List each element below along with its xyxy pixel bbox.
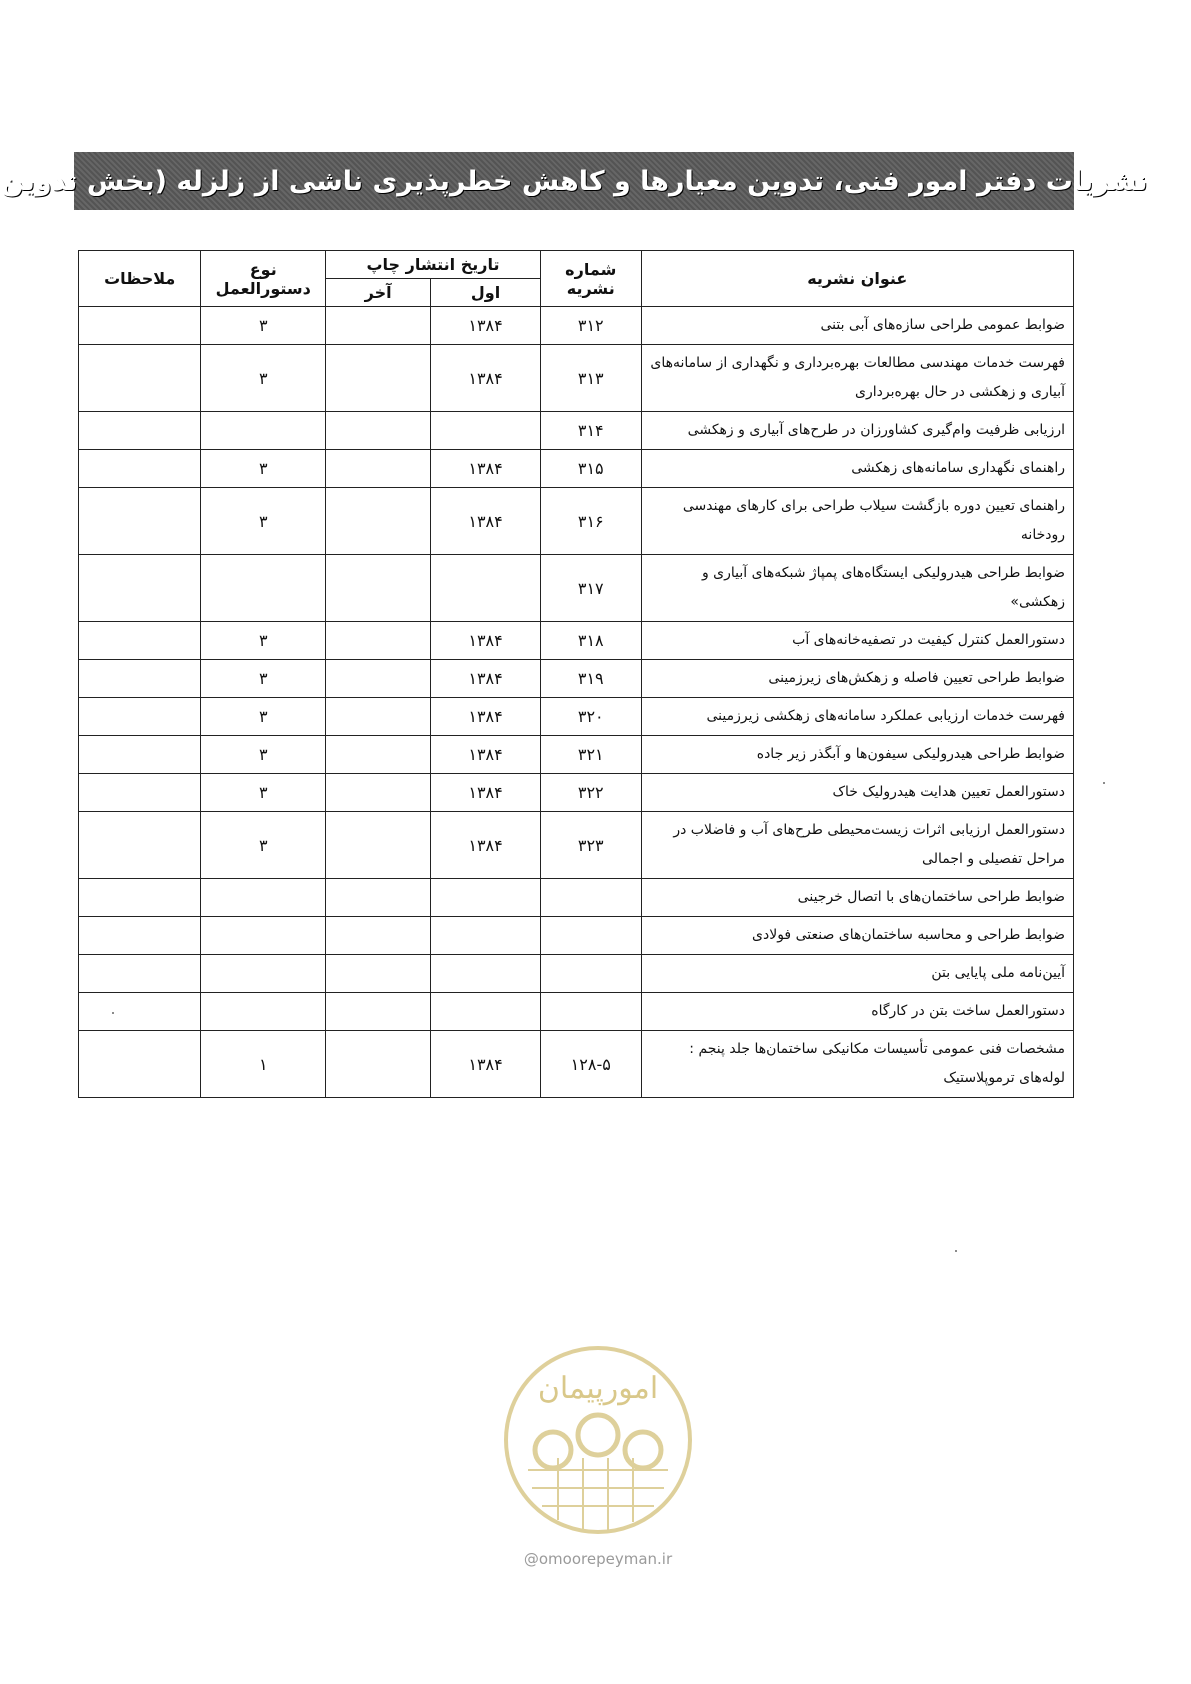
cell-notes: [79, 450, 201, 488]
cell-first-print: ۱۳۸۴: [431, 450, 541, 488]
cell-last-print: [326, 917, 431, 955]
cell-last-print: [326, 774, 431, 812]
header-date-group: تاریخ انتشار چاپ: [326, 251, 541, 279]
cell-type: [201, 917, 326, 955]
cell-type: [201, 993, 326, 1031]
cell-last-print: [326, 622, 431, 660]
cell-type: [201, 555, 326, 622]
cell-last-print: [326, 488, 431, 555]
cell-number: ۳۱۶: [540, 488, 641, 555]
scan-speck: [112, 1012, 114, 1014]
cell-notes: [79, 660, 201, 698]
table-row: [79, 993, 1074, 1031]
table-row: [79, 660, 1074, 698]
table-row: [79, 955, 1074, 993]
cell-number: ۳۱۳: [540, 345, 641, 412]
header-number: شماره نشریه: [540, 251, 641, 307]
page-title-banner: [0, 152, 1148, 210]
cell-notes: [79, 955, 201, 993]
cell-title: فهرست خدمات ارزیابی عملکرد سامانه‌های زهکشی زیرزمینی: [641, 698, 1073, 736]
table-row: [79, 450, 1074, 488]
cell-first-print: ۱۳۸۴: [431, 345, 541, 412]
cell-number: [540, 955, 641, 993]
cell-title: ضوابط طراحی تعیین فاصله و زهکش‌های زیرزمینی: [641, 660, 1073, 698]
cell-title: دستورالعمل ساخت بتن در کارگاه: [641, 993, 1073, 1031]
cell-first-print: ۱۳۸۴: [431, 1031, 541, 1098]
cell-notes: [79, 1031, 201, 1098]
header-notes: ملاحظات: [79, 251, 201, 307]
cell-type: ۳: [201, 774, 326, 812]
cell-notes: [79, 917, 201, 955]
watermark-logo-icon: [498, 1340, 698, 1550]
header-first: اول: [431, 279, 541, 307]
cell-last-print: [326, 736, 431, 774]
cell-title: ضوابط طراحی و محاسبه ساختمان‌های صنعتی فولادی: [641, 917, 1073, 955]
cell-title: آیین‌نامه ملی پایایی بتن: [641, 955, 1073, 993]
cell-type: ۳: [201, 450, 326, 488]
cell-title: دستورالعمل کنترل کیفیت در تصفیه‌خانه‌های آب: [641, 622, 1073, 660]
cell-notes: [79, 774, 201, 812]
cell-last-print: [326, 345, 431, 412]
cell-first-print: ۱۳۸۴: [431, 736, 541, 774]
cell-number: [540, 993, 641, 1031]
publications-table: [78, 250, 1074, 1098]
cell-type: ۱: [201, 1031, 326, 1098]
cell-type: ۳: [201, 660, 326, 698]
header-title: عنوان نشریه: [641, 251, 1073, 307]
table-row: [79, 812, 1074, 879]
table-row: [79, 555, 1074, 622]
cell-title: راهنمای تعیین دوره بازگشت سیلاب طراحی برای کارهای مهندسی رودخانه: [641, 488, 1073, 555]
cell-last-print: [326, 307, 431, 345]
header-type: نوع دستورالعمل: [201, 251, 326, 307]
table-row: [79, 345, 1074, 412]
watermark: [498, 1340, 698, 1570]
cell-notes: [79, 488, 201, 555]
cell-type: [201, 955, 326, 993]
cell-title: دستورالعمل ارزیابی اثرات زیست‌محیطی طرح‌های آب و فاضلاب در مراحل تفصیلی و اجمالی: [641, 812, 1073, 879]
cell-title: ارزیابی ظرفیت وام‌گیری کشاورزان در طرح‌های آبیاری و زهکشی: [641, 412, 1073, 450]
page-title: نشریات دفتر امور فنی، تدوین معیارها و کاهش خطرپذیری ناشی از زلزله (بخش تدوین: [0, 165, 1148, 197]
cell-last-print: [326, 879, 431, 917]
cell-title: مشخصات فنی عمومی تأسیسات مکانیکی ساختمان‌ها جلد پنجم : لوله‌های ترموپلاستیک: [641, 1031, 1073, 1098]
cell-last-print: [326, 660, 431, 698]
cell-number: [540, 879, 641, 917]
scan-speck: [1103, 782, 1105, 784]
cell-number: ۱۲۸-۵: [540, 1031, 641, 1098]
cell-type: ۳: [201, 812, 326, 879]
cell-notes: [79, 812, 201, 879]
cell-last-print: [326, 412, 431, 450]
cell-last-print: [326, 812, 431, 879]
cell-notes: [79, 345, 201, 412]
cell-notes: [79, 698, 201, 736]
cell-number: ۳۱۸: [540, 622, 641, 660]
table-row: [79, 622, 1074, 660]
cell-number: ۳۱۴: [540, 412, 641, 450]
table-row: [79, 736, 1074, 774]
cell-last-print: [326, 993, 431, 1031]
watermark-logo-text: امورپیمان: [537, 1371, 659, 1406]
cell-type: ۳: [201, 345, 326, 412]
cell-last-print: [326, 698, 431, 736]
cell-notes: [79, 307, 201, 345]
cell-type: ۳: [201, 488, 326, 555]
cell-first-print: ۱۳۸۴: [431, 622, 541, 660]
cell-last-print: [326, 1031, 431, 1098]
cell-notes: [79, 993, 201, 1031]
table-row: [79, 917, 1074, 955]
cell-first-print: [431, 993, 541, 1031]
table-row: [79, 412, 1074, 450]
table-row: [79, 879, 1074, 917]
table-row: [79, 488, 1074, 555]
cell-title: راهنمای نگهداری سامانه‌های زهکشی: [641, 450, 1073, 488]
table-row: [79, 307, 1074, 345]
watermark-url: @omoorepeyman.ir: [523, 1550, 673, 1568]
table-row: [79, 698, 1074, 736]
cell-notes: [79, 879, 201, 917]
cell-first-print: [431, 879, 541, 917]
cell-last-print: [326, 450, 431, 488]
cell-title: ضوابط طراحی هیدرولیکی ایستگاه‌های پمپاژ شبکه‌های آبیاری و زهکشی»: [641, 555, 1073, 622]
cell-last-print: [326, 955, 431, 993]
cell-notes: [79, 412, 201, 450]
table-header-row: [79, 251, 1074, 279]
cell-type: ۳: [201, 622, 326, 660]
cell-number: [540, 917, 641, 955]
cell-number: ۳۱۵: [540, 450, 641, 488]
cell-title: ضوابط طراحی ساختمان‌های با اتصال خرجینی: [641, 879, 1073, 917]
cell-first-print: ۱۳۸۴: [431, 698, 541, 736]
cell-first-print: ۱۳۸۴: [431, 488, 541, 555]
cell-number: ۳۲۳: [540, 812, 641, 879]
cell-notes: [79, 736, 201, 774]
cell-first-print: [431, 955, 541, 993]
cell-number: ۳۱۷: [540, 555, 641, 622]
scan-speck: [955, 1250, 957, 1252]
cell-first-print: ۱۳۸۴: [431, 307, 541, 345]
cell-type: ۳: [201, 736, 326, 774]
cell-title: دستورالعمل تعیین هدایت هیدرولیک خاک: [641, 774, 1073, 812]
cell-type: [201, 412, 326, 450]
cell-number: ۳۲۰: [540, 698, 641, 736]
cell-title: فهرست خدمات مهندسی مطالعات بهره‌برداری و نگهداری از سامانه‌های آبیاری و زهکشی در حال بهره‌برداری: [641, 345, 1073, 412]
cell-title: ضوابط طراحی هیدرولیکی سیفون‌ها و آبگذر زیر جاده: [641, 736, 1073, 774]
table-row: [79, 774, 1074, 812]
table-row: [79, 1031, 1074, 1098]
cell-first-print: ۱۳۸۴: [431, 774, 541, 812]
cell-first-print: [431, 412, 541, 450]
cell-notes: [79, 622, 201, 660]
cell-number: ۳۱۲: [540, 307, 641, 345]
cell-title: ضوابط عمومی طراحی سازه‌های آبی بتنی: [641, 307, 1073, 345]
cell-type: [201, 879, 326, 917]
cell-type: ۳: [201, 698, 326, 736]
cell-type: ۳: [201, 307, 326, 345]
cell-first-print: ۱۳۸۴: [431, 812, 541, 879]
cell-first-print: [431, 555, 541, 622]
cell-first-print: [431, 917, 541, 955]
cell-number: ۳۱۹: [540, 660, 641, 698]
cell-number: ۳۲۲: [540, 774, 641, 812]
header-last: آخر: [326, 279, 431, 307]
cell-notes: [79, 555, 201, 622]
table-body: [79, 307, 1074, 1098]
cell-first-print: ۱۳۸۴: [431, 660, 541, 698]
cell-last-print: [326, 555, 431, 622]
cell-number: ۳۲۱: [540, 736, 641, 774]
